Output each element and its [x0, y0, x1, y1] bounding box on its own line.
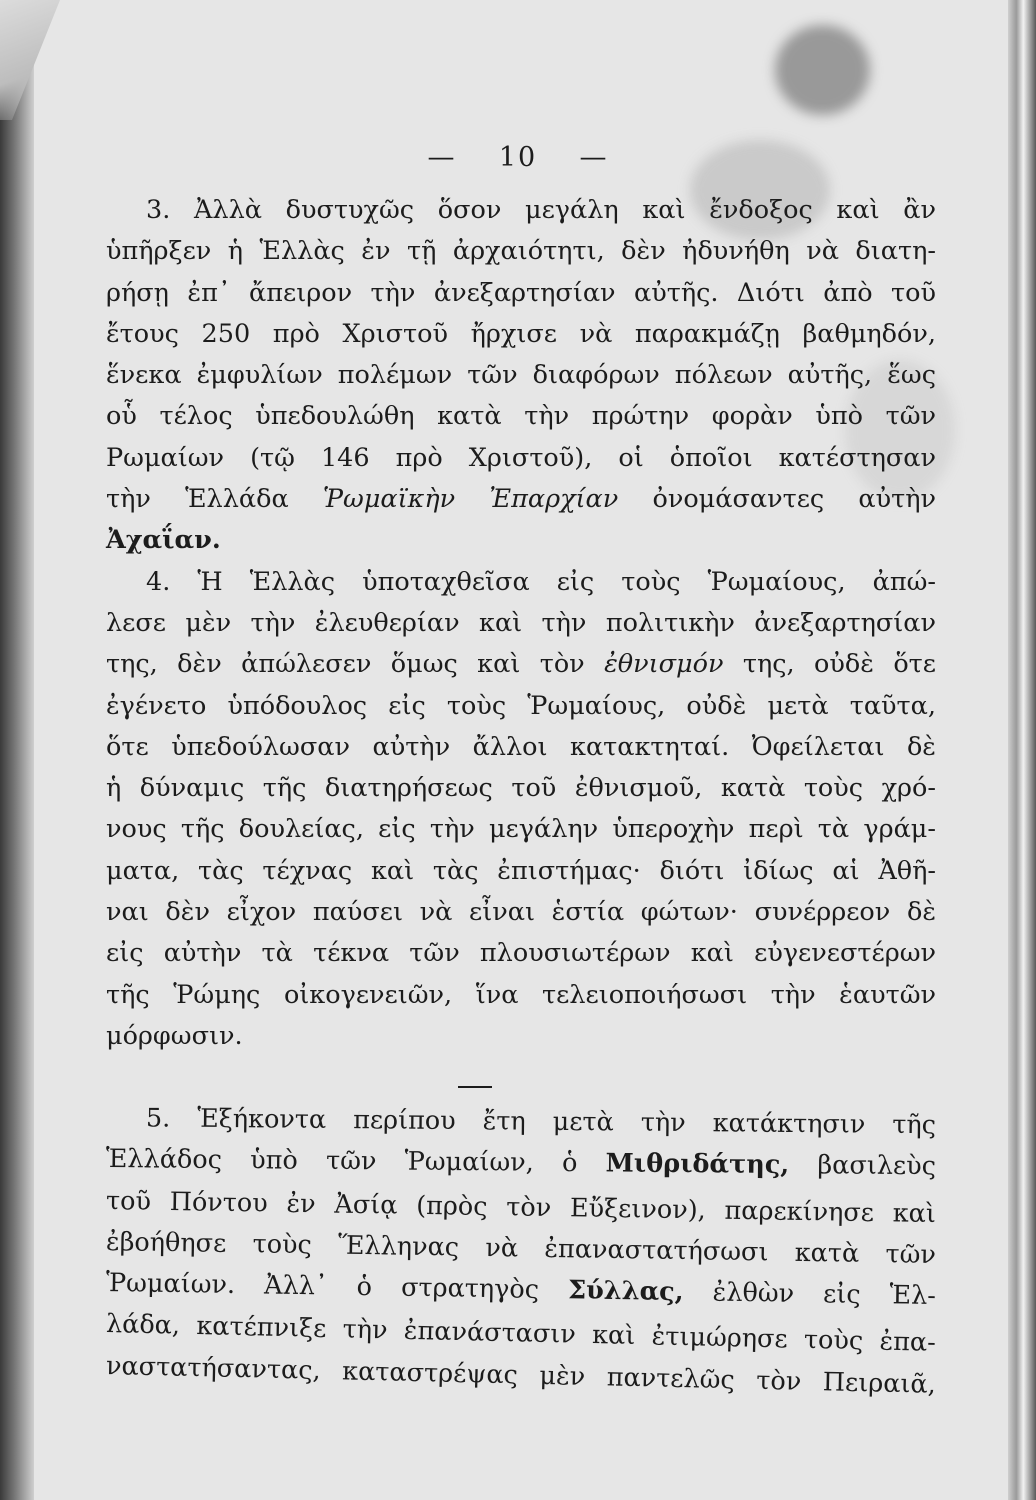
paper-stain	[775, 25, 870, 115]
paragraph-line	[106, 1139, 936, 1188]
paragraph-line: ὑπῆρξεν ἡ Ἑλλὰς ἐν τῇ ἀρχαιότητι, δὲν ἠδυνήθη νὰ διατη-	[106, 236, 936, 267]
paragraph-line: 4. Ἡ Ἑλλὰς ὑποταχθεῖσα εἰς τοὺς Ῥωμαίους, ἀπώ-	[146, 566, 936, 597]
line-text: τὴν Ἑλλάδα	[106, 484, 289, 515]
page-number: 10	[498, 142, 538, 173]
paragraph-line: ναι δὲν εἶχον παύσει νὰ εἶναι ἑστία φώτων· συνέρρεον δὲ	[106, 897, 936, 928]
paragraph-line: τοῦ Πόντου ἐν Ἀσίᾳ (πρὸς τὸν Εὔξεινον), παρεκίνησε καὶ	[105, 1185, 937, 1229]
line-text: Ἑλλάδος ὑπὸ τῶν Ῥωμαίων, ὁ	[105, 1144, 578, 1179]
body-text-bottom	[105, 1098, 937, 1400]
paragraph-line: ἕνεκα ἐμφυλίων πολέμων τῶν διαφόρων πόλεων αὐτῆς, ἕως	[106, 360, 936, 391]
paragraph-line: τῆς Ῥώμης οἰκογενειῶν, ἵνα τελειοποιήσωσι τὴν ἑαυτῶν	[106, 979, 936, 1010]
paragraph-line: ὅτε ὑπεδούλωσαν αὐτὴν ἄλλοι κατακτηταί. Ὀφείλεται δὲ	[106, 731, 936, 762]
page-binding-edge	[0, 0, 34, 1500]
paragraph-line: ἔτους 250 πρὸ Χριστοῦ ἤρχισε νὰ παρακμάζῃ βαθμηδόν,	[106, 318, 936, 349]
line-text: της, δὲν ἀπώλεσεν ὅμως καὶ τὸν	[106, 649, 585, 680]
line-text: της, οὐδὲ ὅτε	[742, 649, 937, 680]
bold-term: Σύλλας,	[567, 1275, 684, 1308]
paragraph-line: ἐβοήθησε τοὺς Ἕλληνας νὰ ἐπαναστατήσωσι κατὰ τῶν	[105, 1226, 937, 1270]
paragraph-line: λεσε μὲν τὴν ἐλευθερίαν καὶ τὴν πολιτικὴν ἀνεξαρτησίαν	[106, 607, 936, 638]
italic-term: ἐθνισμόν	[604, 649, 724, 680]
paragraph-line: 3. Ἀλλὰ δυστυχῶς ὅσον μεγάλη καὶ ἔνδοξος καὶ ἂν	[146, 195, 936, 225]
line-text: βασιλεὺς	[817, 1150, 937, 1182]
paragraph-line: μόρφωσιν.	[106, 1020, 243, 1051]
section-separator	[458, 1086, 492, 1088]
paragraph-line: ἐγένετο ὑπόδουλος εἰς τοὺς Ῥωμαίους, οὐδὲ μετὰ ταῦτα,	[106, 690, 936, 721]
paragraph-line: 5. Ἑξήκοντα περίπου ἔτη μετὰ τὴν κατάκτησιν τῆς	[145, 1103, 937, 1141]
italic-term: Ῥωμαϊκὴν	[322, 484, 456, 515]
paragraph-line: Ρωμαίων (τῷ 146 πρὸ Χριστοῦ), οἱ ὁποῖοι κατέστησαν	[106, 442, 936, 473]
line-text: ὀνομάσαντες αὐτὴν	[652, 484, 937, 515]
paragraph-line: ἡ δύναμις τῆς διατηρήσεως τοῦ ἐθνισμοῦ, κατὰ τοὺς χρό-	[106, 773, 936, 804]
paragraph-line: ρήσῃ ἐπ᾽ ἄπειρον τὴν ἀνεξαρτησίαν αὐτῆς. Διότι ἀπὸ τοῦ	[106, 277, 936, 308]
bold-term: Ἀχαΐαν.	[106, 525, 221, 556]
paragraph-line: οὗ τέλος ὑπεδουλώθη κατὰ τὴν πρώτην φορὰν ὑπὸ τῶν	[106, 401, 936, 432]
page-header	[0, 142, 1036, 173]
paragraph-line: ναστατήσαντας, καταστρέψας μὲν παντελῶς τὸν Πειραιᾶ,	[105, 1350, 937, 1400]
paragraph-line	[106, 520, 936, 561]
line-text: Ῥωμαίων. Ἀλλ᾽ ὁ στρατηγὸς	[105, 1268, 540, 1305]
paragraph-line	[106, 479, 936, 520]
paragraph-line: ματα, τὰς τέχνας καὶ τὰς ἐπιστήμας· διότι ἰδίως αἱ Ἀθῆ-	[106, 855, 936, 886]
paragraph-line: νους τῆς δουλείας, εἰς τὴν μεγάλην ὑπεροχὴν περὶ τὰ γράμ-	[106, 814, 936, 845]
paragraph-line: λάδα, κατέπνιξε τὴν ἐπανάστασιν καὶ ἐτιμώρησε τοὺς ἐπα-	[105, 1309, 937, 1359]
page-right-edge	[1008, 0, 1036, 1500]
header-dash-right: —	[579, 142, 609, 173]
italic-term: Ἐπαρχίαν	[489, 484, 619, 515]
bold-term: Μιθριδάτης,	[605, 1148, 790, 1181]
header-dash-left: —	[427, 142, 457, 173]
body-text-top	[106, 190, 936, 1057]
paragraph-line: εἰς αὐτὴν τὰ τέκνα τῶν πλουσιωτέρων καὶ εὐγενεστέρων	[106, 938, 936, 969]
paragraph-line	[106, 644, 936, 685]
line-text: ἐλθὼν εἰς Ἑλ-	[712, 1277, 937, 1312]
